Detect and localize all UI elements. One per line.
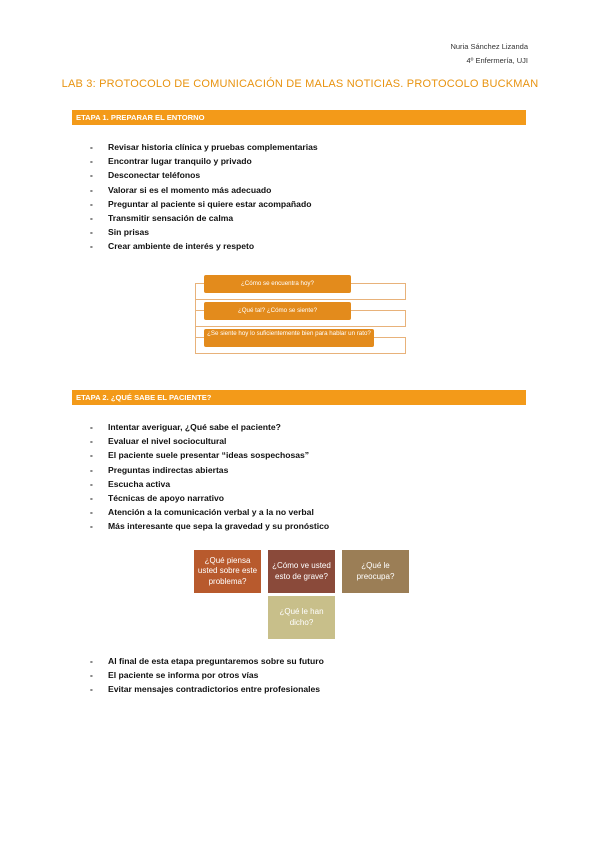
list-item [90, 668, 324, 682]
document-title: LAB 3: PROTOCOLO DE COMUNICACIÓN DE MALAS NOTICIAS. PROTOCOLO BUCKMAN [61, 78, 539, 90]
list-item [90, 168, 318, 182]
bullet-dash: - [90, 464, 93, 475]
diagram-question-box: ¿Qué le preocupa? [342, 550, 409, 593]
stage1-bullet-list [90, 140, 318, 254]
list-item [90, 211, 318, 225]
list-item [90, 197, 318, 211]
bullet-text: Revisar historia clínica y pruebas complementarias [108, 142, 318, 152]
diagram-question-box: ¿Qué piensa usted sobre este problema? [194, 550, 261, 593]
bullet-text: Preguntas indirectas abiertas [108, 464, 229, 475]
section-heading-stage2: ETAPA 2. ¿QUÉ SABE EL PACIENTE? [72, 390, 526, 405]
list-item [90, 463, 329, 477]
header-meta [450, 40, 528, 68]
bullet-text: El paciente se informa por otros vías [108, 670, 259, 681]
bullet-dash: - [90, 198, 93, 209]
bullet-dash: - [90, 684, 93, 695]
stage2-bullet-list [90, 420, 329, 534]
bullet-text: Intentar averiguar, ¿Qué sabe el paciente? [108, 422, 281, 432]
bullet-dash: - [90, 507, 93, 518]
bullet-dash: - [90, 436, 93, 447]
bullet-dash: - [90, 156, 93, 167]
diagram-question-box: ¿Cómo ve usted esto de grave? [268, 550, 335, 593]
bullet-dash: - [90, 241, 93, 252]
list-item [90, 420, 329, 434]
bullet-text: Preguntar al paciente si quiere estar acompañado [108, 198, 312, 209]
bullet-dash: - [90, 670, 93, 681]
bullet-text: El paciente suele presentar “ideas sospechosas” [108, 450, 310, 461]
bullet-dash: - [90, 478, 93, 489]
bullet-dash: - [90, 184, 93, 195]
bullet-dash: - [90, 170, 93, 181]
bullet-text: Técnicas de apoyo narrativo [108, 492, 225, 503]
bullet-dash: - [90, 142, 93, 152]
list-item [90, 519, 329, 533]
diagram-question-box: ¿Cómo se encuentra hoy? [204, 275, 351, 293]
bullet-text: Al final de esta etapa preguntaremos sobre su futuro [108, 656, 324, 666]
list-item [90, 183, 318, 197]
bullet-text: Crear ambiente de interés y respeto [108, 241, 255, 252]
diagram-frame-left [195, 283, 196, 354]
list-item [90, 140, 318, 154]
list-item [90, 654, 324, 668]
bullet-text: Transmitir sensación de calma [108, 212, 234, 223]
list-item [90, 682, 324, 696]
bullet-dash: - [90, 492, 93, 503]
diagram-question-box: ¿Se siente hoy lo suficientemente bien para hablar un rato? [204, 329, 374, 347]
bullet-text: Atención a la comunicación verbal y a la no verbal [108, 507, 314, 518]
bullet-text: Valorar si es el momento más adecuado [108, 184, 272, 195]
section-heading-stage1: ETAPA 1. PREPARAR EL ENTORNO [72, 110, 526, 125]
bullet-dash: - [90, 227, 93, 238]
bullet-dash: - [90, 521, 93, 532]
author-name: Nuria Sánchez Lizanda [450, 42, 528, 51]
bullet-text: Desconectar teléfonos [108, 170, 201, 181]
list-item [90, 505, 329, 519]
bullet-text: Sin prisas [108, 227, 150, 238]
bullet-text: Encontrar lugar tranquilo y privado [108, 156, 252, 167]
list-item [90, 239, 318, 253]
bullet-text: Escucha activa [108, 478, 171, 489]
list-item [90, 491, 329, 505]
bullet-dash: - [90, 656, 93, 666]
bullet-text: Más interesante que sepa la gravedad y su pronóstico [108, 521, 330, 532]
diagram-question-box: ¿Qué tal? ¿Cómo se siente? [204, 302, 351, 320]
bullet-dash: - [90, 422, 93, 432]
list-item [90, 154, 318, 168]
list-item [90, 477, 329, 491]
course-name: 4º Enfermería, UJI [466, 56, 528, 65]
bullet-dash: - [90, 450, 93, 461]
list-item [90, 225, 318, 239]
bullet-text: Evitar mensajes contradictorios entre profesionales [108, 684, 321, 695]
bullet-dash: - [90, 212, 93, 223]
list-item [90, 434, 329, 448]
diagram-question-box: ¿Qué le han dicho? [268, 596, 335, 639]
list-item [90, 448, 329, 462]
bullet-text: Evaluar el nivel sociocultural [108, 436, 227, 447]
stage2-bullet-list-after [90, 654, 324, 697]
